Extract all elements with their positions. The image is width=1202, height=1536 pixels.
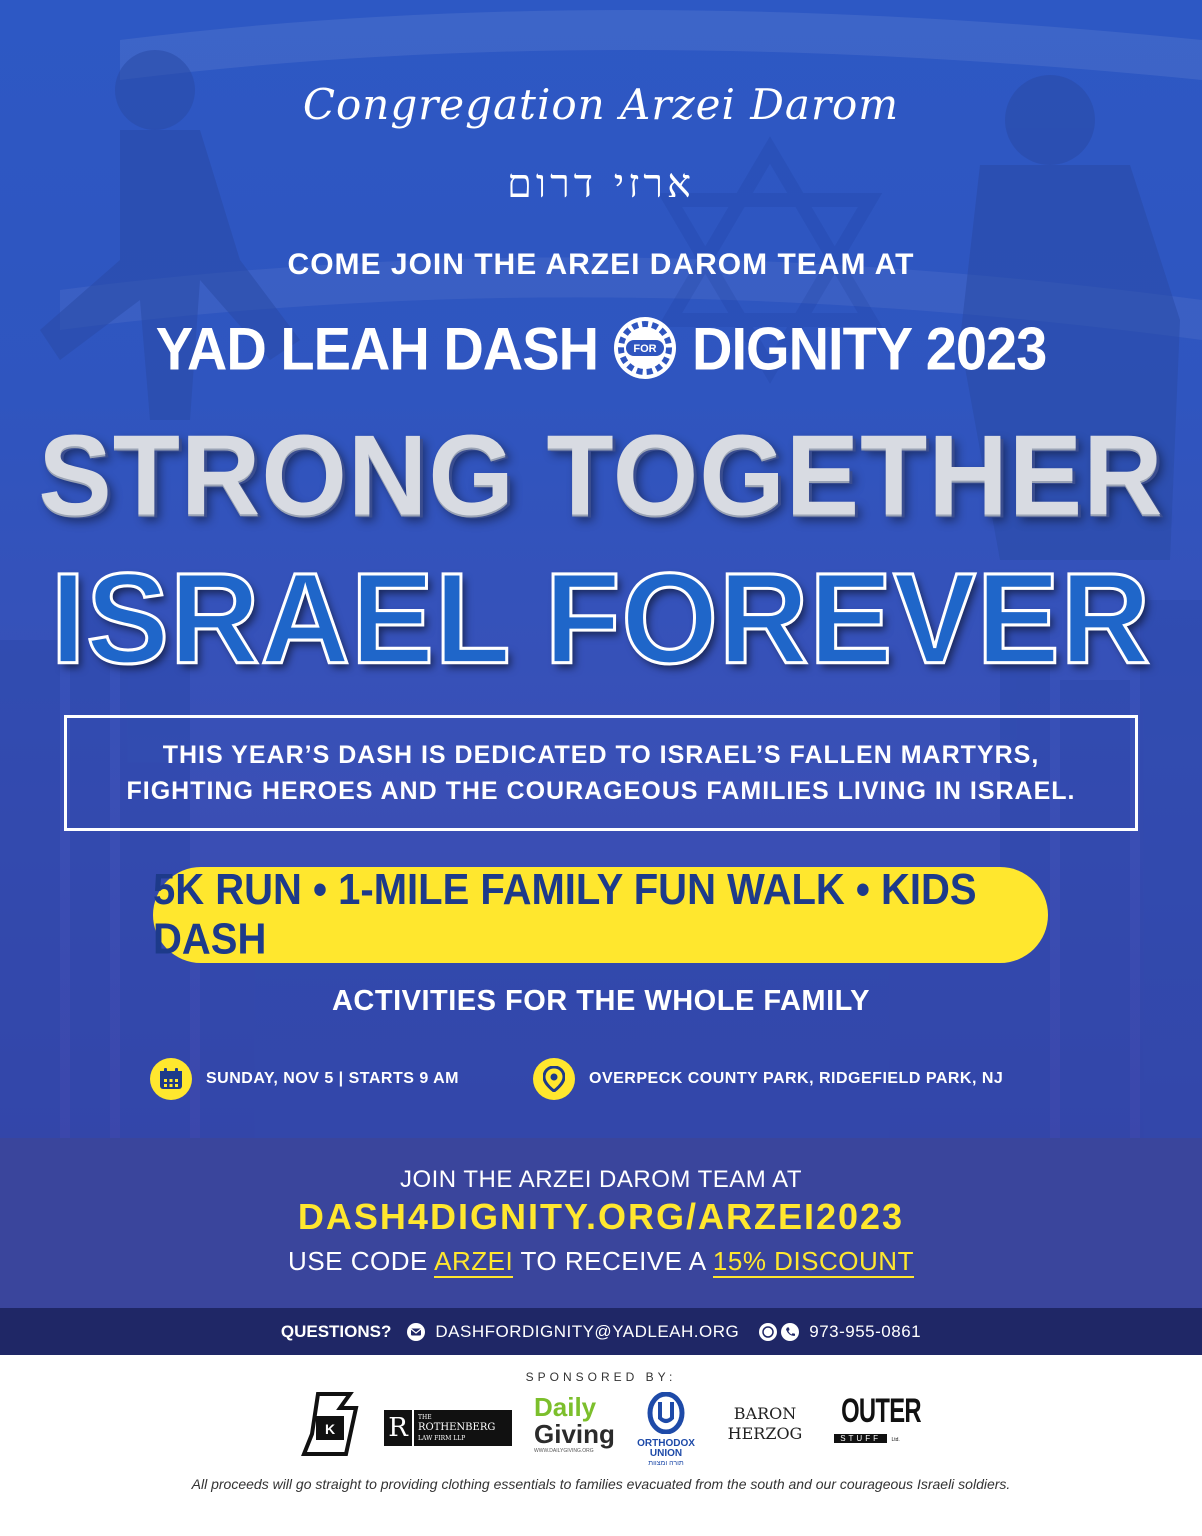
headline-strong-together: STRONG TOGETHER	[38, 411, 1164, 540]
location-pin-icon	[533, 1058, 575, 1100]
dedication-line-1: THIS YEAR’S DASH IS DEDICATED TO ISRAEL’S FALLEN MARTYRS,	[162, 741, 1040, 769]
events-pill	[153, 867, 1048, 963]
congregation-hebrew-name: ארזי דרום	[506, 161, 696, 207]
congregation-name: Congregation Arzei Darom	[302, 80, 900, 129]
orthodox-union-logo: ORTHODOX UNION תורה ומצוות	[630, 1392, 702, 1468]
footnote: All proceeds will go straight to providing clothing essentials to families evacuated from the south and our courageous Israeli soldiers.	[191, 1476, 1011, 1492]
event-date-time: SUNDAY, NOV 5 | STARTS 9 AM	[206, 1070, 459, 1087]
event-title-left: YAD LEAH DASH	[155, 313, 599, 383]
outer-stuff-logo: OUTER STUFF Ltd.	[830, 1394, 904, 1454]
discount-middle: TO RECEIVE A	[513, 1246, 713, 1276]
come-join-heading: COME JOIN THE ARZEI DAROM TEAM AT	[287, 248, 915, 281]
email-icon	[407, 1323, 425, 1341]
discount-amount: 15% DISCOUNT	[712, 1246, 914, 1276]
event-title-right: DIGNITY 2023	[692, 313, 1047, 383]
kosher-sponsor-logo	[300, 1390, 360, 1460]
events-list: 5K RUN • 1-MILE FAMILY FUN WALK • KIDS DASH	[153, 865, 977, 964]
sponsor-logos	[0, 1388, 1202, 1468]
daily-giving-logo: Daily Giving WWW.DAILYGIVING.ORG	[534, 1392, 615, 1454]
contact-email-link[interactable]: DASHFORDIGNITY@YADLEAH.ORG	[435, 1321, 740, 1341]
calendar-icon	[150, 1058, 192, 1100]
phone-icon	[781, 1323, 799, 1341]
badge-for-text: FOR	[633, 343, 657, 355]
whatsapp-icon	[759, 1323, 777, 1341]
questions-label: QUESTIONS?	[280, 1321, 392, 1341]
dedication-line-2: FIGHTING HEROES AND THE COURAGEOUS FAMILIES LIVING IN ISRAEL.	[126, 777, 1076, 805]
event-title	[0, 308, 1202, 388]
dash-for-dignity-badge-icon	[612, 315, 678, 381]
headline-israel-forever: ISRAEL FOREVER	[50, 547, 1152, 691]
location-info	[533, 1058, 1003, 1100]
discount-code: ARZEI	[434, 1246, 514, 1276]
event-location: OVERPECK COUNTY PARK, RIDGEFIELD PARK, NJ	[589, 1070, 1004, 1087]
svg-text:K: K	[324, 1421, 336, 1437]
dedication-box	[64, 715, 1138, 831]
sponsored-by-label: SPONSORED BY:	[525, 1370, 677, 1384]
baron-herzog-logo: BARON HERZOG	[727, 1404, 803, 1443]
discount-prefix: USE CODE	[288, 1246, 435, 1276]
contact-phone-link[interactable]: 973-955-0861	[809, 1321, 922, 1341]
rothenberg-law-firm-logo: R THE ROTHENBERG LAW FIRM LLP	[384, 1410, 512, 1446]
date-info	[150, 1058, 459, 1100]
join-team-line: JOIN THE ARZEI DAROM TEAM AT	[399, 1166, 803, 1193]
ou-emblem-icon	[646, 1392, 686, 1434]
registration-url-link[interactable]: DASH4DIGNITY.ORG/ARZEI2023	[297, 1196, 905, 1237]
questions-bar	[0, 1308, 1202, 1355]
discount-line	[0, 1246, 1202, 1277]
activities-heading: ACTIVITIES FOR THE WHOLE FAMILY	[331, 985, 871, 1017]
